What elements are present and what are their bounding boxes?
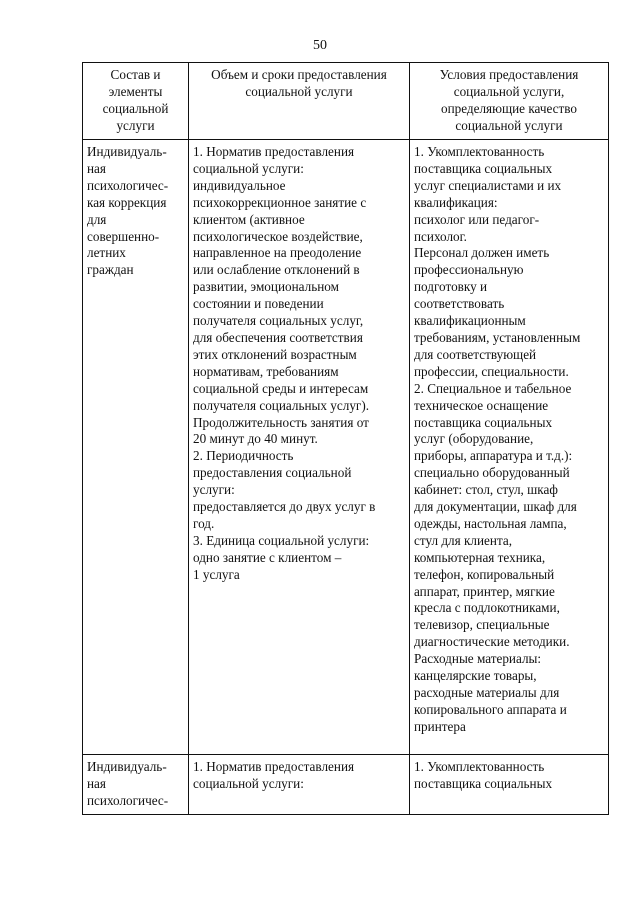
volume-terms-cell (189, 140, 410, 755)
text-line: одно занятие с клиентом – (193, 549, 342, 565)
service-name-cell (83, 140, 189, 755)
text-line: приборы, аппаратура и т.д.): (414, 448, 573, 464)
text-line: ная (87, 775, 106, 791)
text-line: компьютерная техника, (414, 549, 546, 565)
text-line: Состав и (110, 67, 161, 82)
text-line: социальной среды и интересам (193, 380, 369, 396)
text-line: расходные материалы для (414, 685, 560, 700)
text-line: этих отклонений возрастным (193, 346, 357, 362)
text-line: определяющие качество (440, 100, 578, 116)
quality-conditions-cell (410, 140, 609, 755)
table-row (83, 755, 609, 815)
text-line: стул для клиента, (414, 532, 513, 548)
text-line: для (87, 211, 107, 227)
text-line: направленное на преодоление (193, 245, 362, 261)
header-cell-volume-terms (189, 63, 410, 140)
text-line: получателя социальных услуг, (193, 313, 364, 329)
text-line: одежды, настольная лампа, (414, 515, 567, 531)
text-line: услуги (116, 117, 155, 133)
services-table (82, 62, 609, 815)
text-line: специально оборудованный (414, 465, 570, 481)
text-line: 1. Укомплектованность (414, 144, 545, 159)
service-name-cell (83, 755, 189, 815)
text-line: соответствовать (414, 296, 505, 312)
text-line: социальной (102, 100, 169, 116)
text-line: услуг специалистами и их (414, 177, 562, 193)
text-line: 1 услуга (193, 566, 240, 582)
text-line: предоставления социальной (193, 465, 352, 481)
text-line: телефон, копировальный (414, 566, 555, 582)
text-line: диагностические методики. (414, 634, 570, 650)
text-line: канцелярские товары, (414, 668, 537, 684)
text-line: подготовку и (414, 279, 488, 295)
text-line: 3. Единица социальной услуги: (193, 532, 370, 548)
text-line: 1. Укомплектованность (414, 759, 545, 774)
text-line: поставщика социальных (414, 414, 553, 430)
text-line: телевизор, специальные (414, 617, 550, 633)
text-line: услуги: (193, 482, 235, 498)
text-line: совершенно- (87, 228, 160, 244)
text-line: развитии, эмоциональном (193, 279, 339, 295)
text-line: 2. Специальное и табельное (414, 380, 572, 396)
text-line: граждан (87, 262, 134, 278)
text-line: Продолжительность занятия от (193, 414, 369, 430)
header-cell-composition (83, 63, 189, 140)
text-line: психологическое воздействие, (193, 228, 363, 244)
text-line: год. (193, 515, 215, 531)
text-line: профессиональную (414, 262, 524, 278)
text-line: Объем и сроки предоставления (211, 67, 387, 82)
text-line: ная (87, 160, 106, 176)
text-line: психокоррекционное занятие с (193, 194, 367, 210)
text-line: Персонал должен иметь (414, 245, 550, 261)
text-line: психолог. (414, 228, 467, 244)
text-line: социальной услуги (245, 83, 353, 99)
text-line: социальной услуги (455, 117, 563, 133)
text-line: психолог или педагог- (414, 211, 540, 227)
text-line: кабинет: стол, стул, шкаф (414, 482, 558, 498)
volume-terms-cell (189, 755, 410, 815)
text-line: летних (87, 245, 126, 261)
text-line: кресла с подлокотниками, (414, 600, 560, 616)
text-line: Индивидуаль- (87, 759, 167, 774)
text-line: Условия предоставления (439, 67, 579, 82)
text-line: клиентом (активное (193, 211, 305, 227)
quality-conditions-cell (410, 755, 609, 815)
text-line: нормативам, требованиям (193, 363, 339, 379)
text-line: Индивидуаль- (87, 144, 167, 159)
text-line: получателя социальных услуг). (193, 397, 370, 413)
text-line: психологичес- (87, 792, 169, 808)
text-line: состоянии и поведении (193, 296, 324, 312)
text-line: принтера (414, 718, 466, 734)
page-number: 50 (313, 38, 327, 53)
text-line: требованиям, установленным (414, 329, 581, 345)
text-line: предоставляется до двух услуг в (193, 499, 376, 515)
header-cell-quality-conditions (410, 63, 609, 140)
text-line: кая коррекция (87, 194, 167, 210)
text-line: 20 минут до 40 минут. (193, 431, 318, 447)
table-row (83, 140, 609, 755)
text-line: Расходные материалы: (414, 651, 542, 667)
text-line: профессии, специальности. (414, 363, 569, 379)
text-line: психологичес- (87, 177, 169, 193)
text-line: квалификация: (414, 194, 498, 210)
text-line: поставщика социальных (414, 160, 553, 176)
text-line: для соответствующей (414, 346, 537, 362)
text-line: элементы (108, 83, 163, 99)
text-line: 1. Норматив предоставления (193, 144, 355, 159)
text-line: социальной услуги: (193, 775, 304, 791)
text-line: 2. Периодичность (193, 448, 294, 464)
text-line: социальной услуги, (453, 83, 565, 99)
text-line: квалификационным (414, 313, 526, 329)
text-line: поставщика социальных (414, 775, 553, 791)
text-line: аппарат, принтер, мягкие (414, 583, 555, 599)
text-line: для документации, шкаф для (414, 499, 577, 515)
text-line: для обеспечения соответствия (193, 329, 363, 345)
table-header-row (83, 63, 609, 140)
text-line: социальной услуги: (193, 160, 304, 176)
text-line: 1. Норматив предоставления (193, 759, 355, 774)
text-line: или ослабление отклонений в (193, 262, 360, 278)
text-line: индивидуальное (193, 177, 286, 193)
text-line: услуг (оборудование, (414, 431, 534, 447)
text-line: техническое оснащение (414, 397, 549, 413)
text-line: копировального аппарата и (414, 701, 567, 717)
